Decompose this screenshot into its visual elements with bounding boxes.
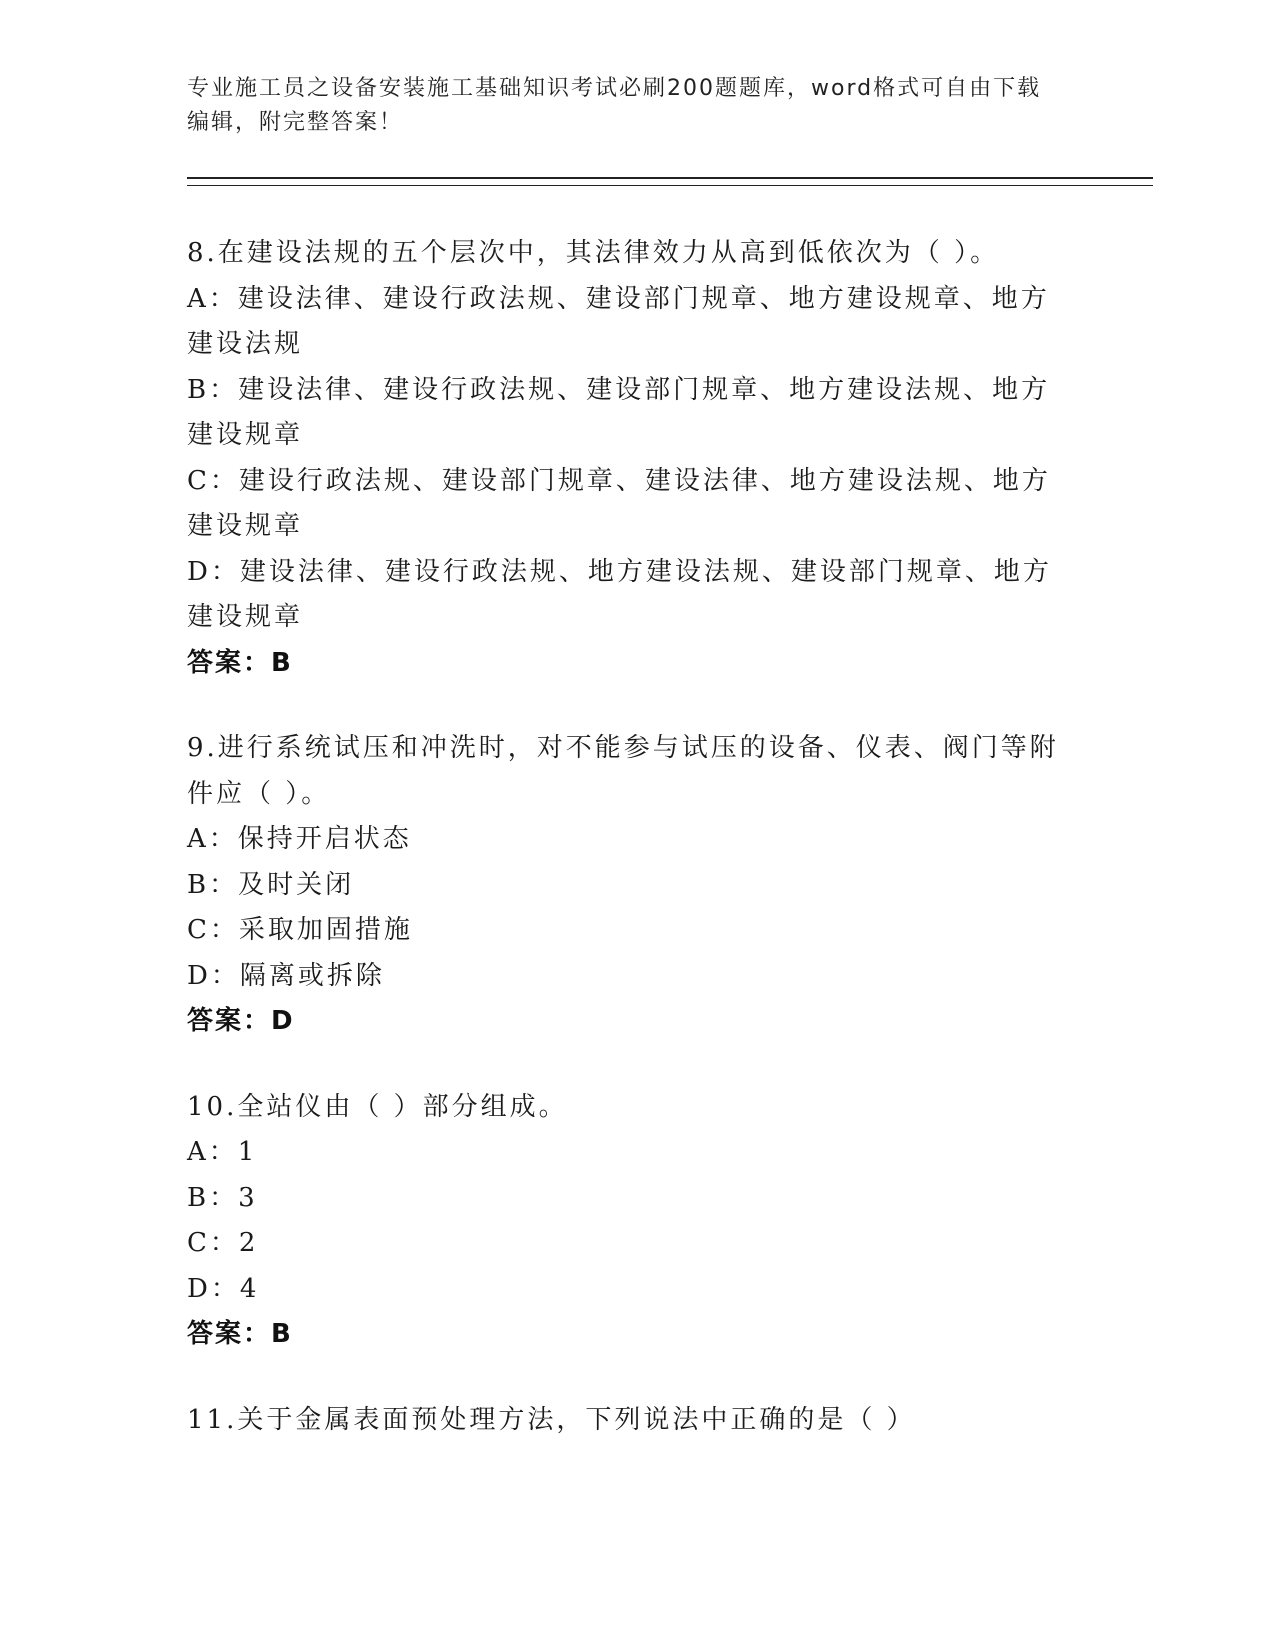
question-list (187, 231, 1077, 1483)
option-a: A：建设法律、建设行政法规、建设部门规章、地方建设规章、地方建设法规 (187, 283, 1050, 359)
question-9 (187, 726, 1077, 1045)
question-stem: 9.进行系统试压和冲洗时，对不能参与试压的设备、仪表、阀门等附件应（ ）。 (187, 733, 1059, 809)
question-11 (187, 1398, 1077, 1444)
option-b: B：建设法律、建设行政法规、建设部门规章、地方建设法规、地方建设规章 (187, 374, 1051, 450)
option-c: C：2 (187, 1228, 259, 1258)
option-a: A：保持开启状态 (187, 824, 412, 854)
option-d: D：建设法律、建设行政法规、地方建设法规、建设部门规章、地方建设规章 (187, 556, 1052, 632)
header-line-1: 专业施工员之设备安装施工基础知识考试必刷200题题库，word格式可自由下载 (187, 76, 1042, 101)
question-8 (187, 231, 1077, 686)
question-stem: 8.在建设法规的五个层次中，其法律效力从高到低依次为（ ）。 (187, 238, 1000, 268)
option-a: A：1 (187, 1137, 258, 1167)
question-stem: 11.关于金属表面预处理方法，下列说法中正确的是（ ） (187, 1404, 916, 1435)
header-divider (187, 177, 1153, 186)
option-c: C：采取加固措施 (187, 915, 413, 945)
answer-label: 答案：B (187, 1319, 293, 1349)
option-b: B：及时关闭 (187, 869, 355, 900)
option-d: D：4 (187, 1273, 260, 1304)
answer-label: 答案：D (187, 1006, 295, 1036)
question-10 (187, 1085, 1077, 1358)
answer-label: 答案：B (187, 647, 293, 678)
header-line-2: 编辑，附完整答案！ (187, 110, 404, 135)
option-d: D：隔离或拆除 (187, 960, 385, 991)
option-b: B：3 (187, 1182, 258, 1213)
question-stem: 10.全站仪由（ ）部分组成。 (187, 1091, 568, 1122)
document-header (187, 72, 1067, 140)
option-c: C：建设行政法规、建设部门规章、建设法律、地方建设法规、地方建设规章 (187, 465, 1051, 541)
